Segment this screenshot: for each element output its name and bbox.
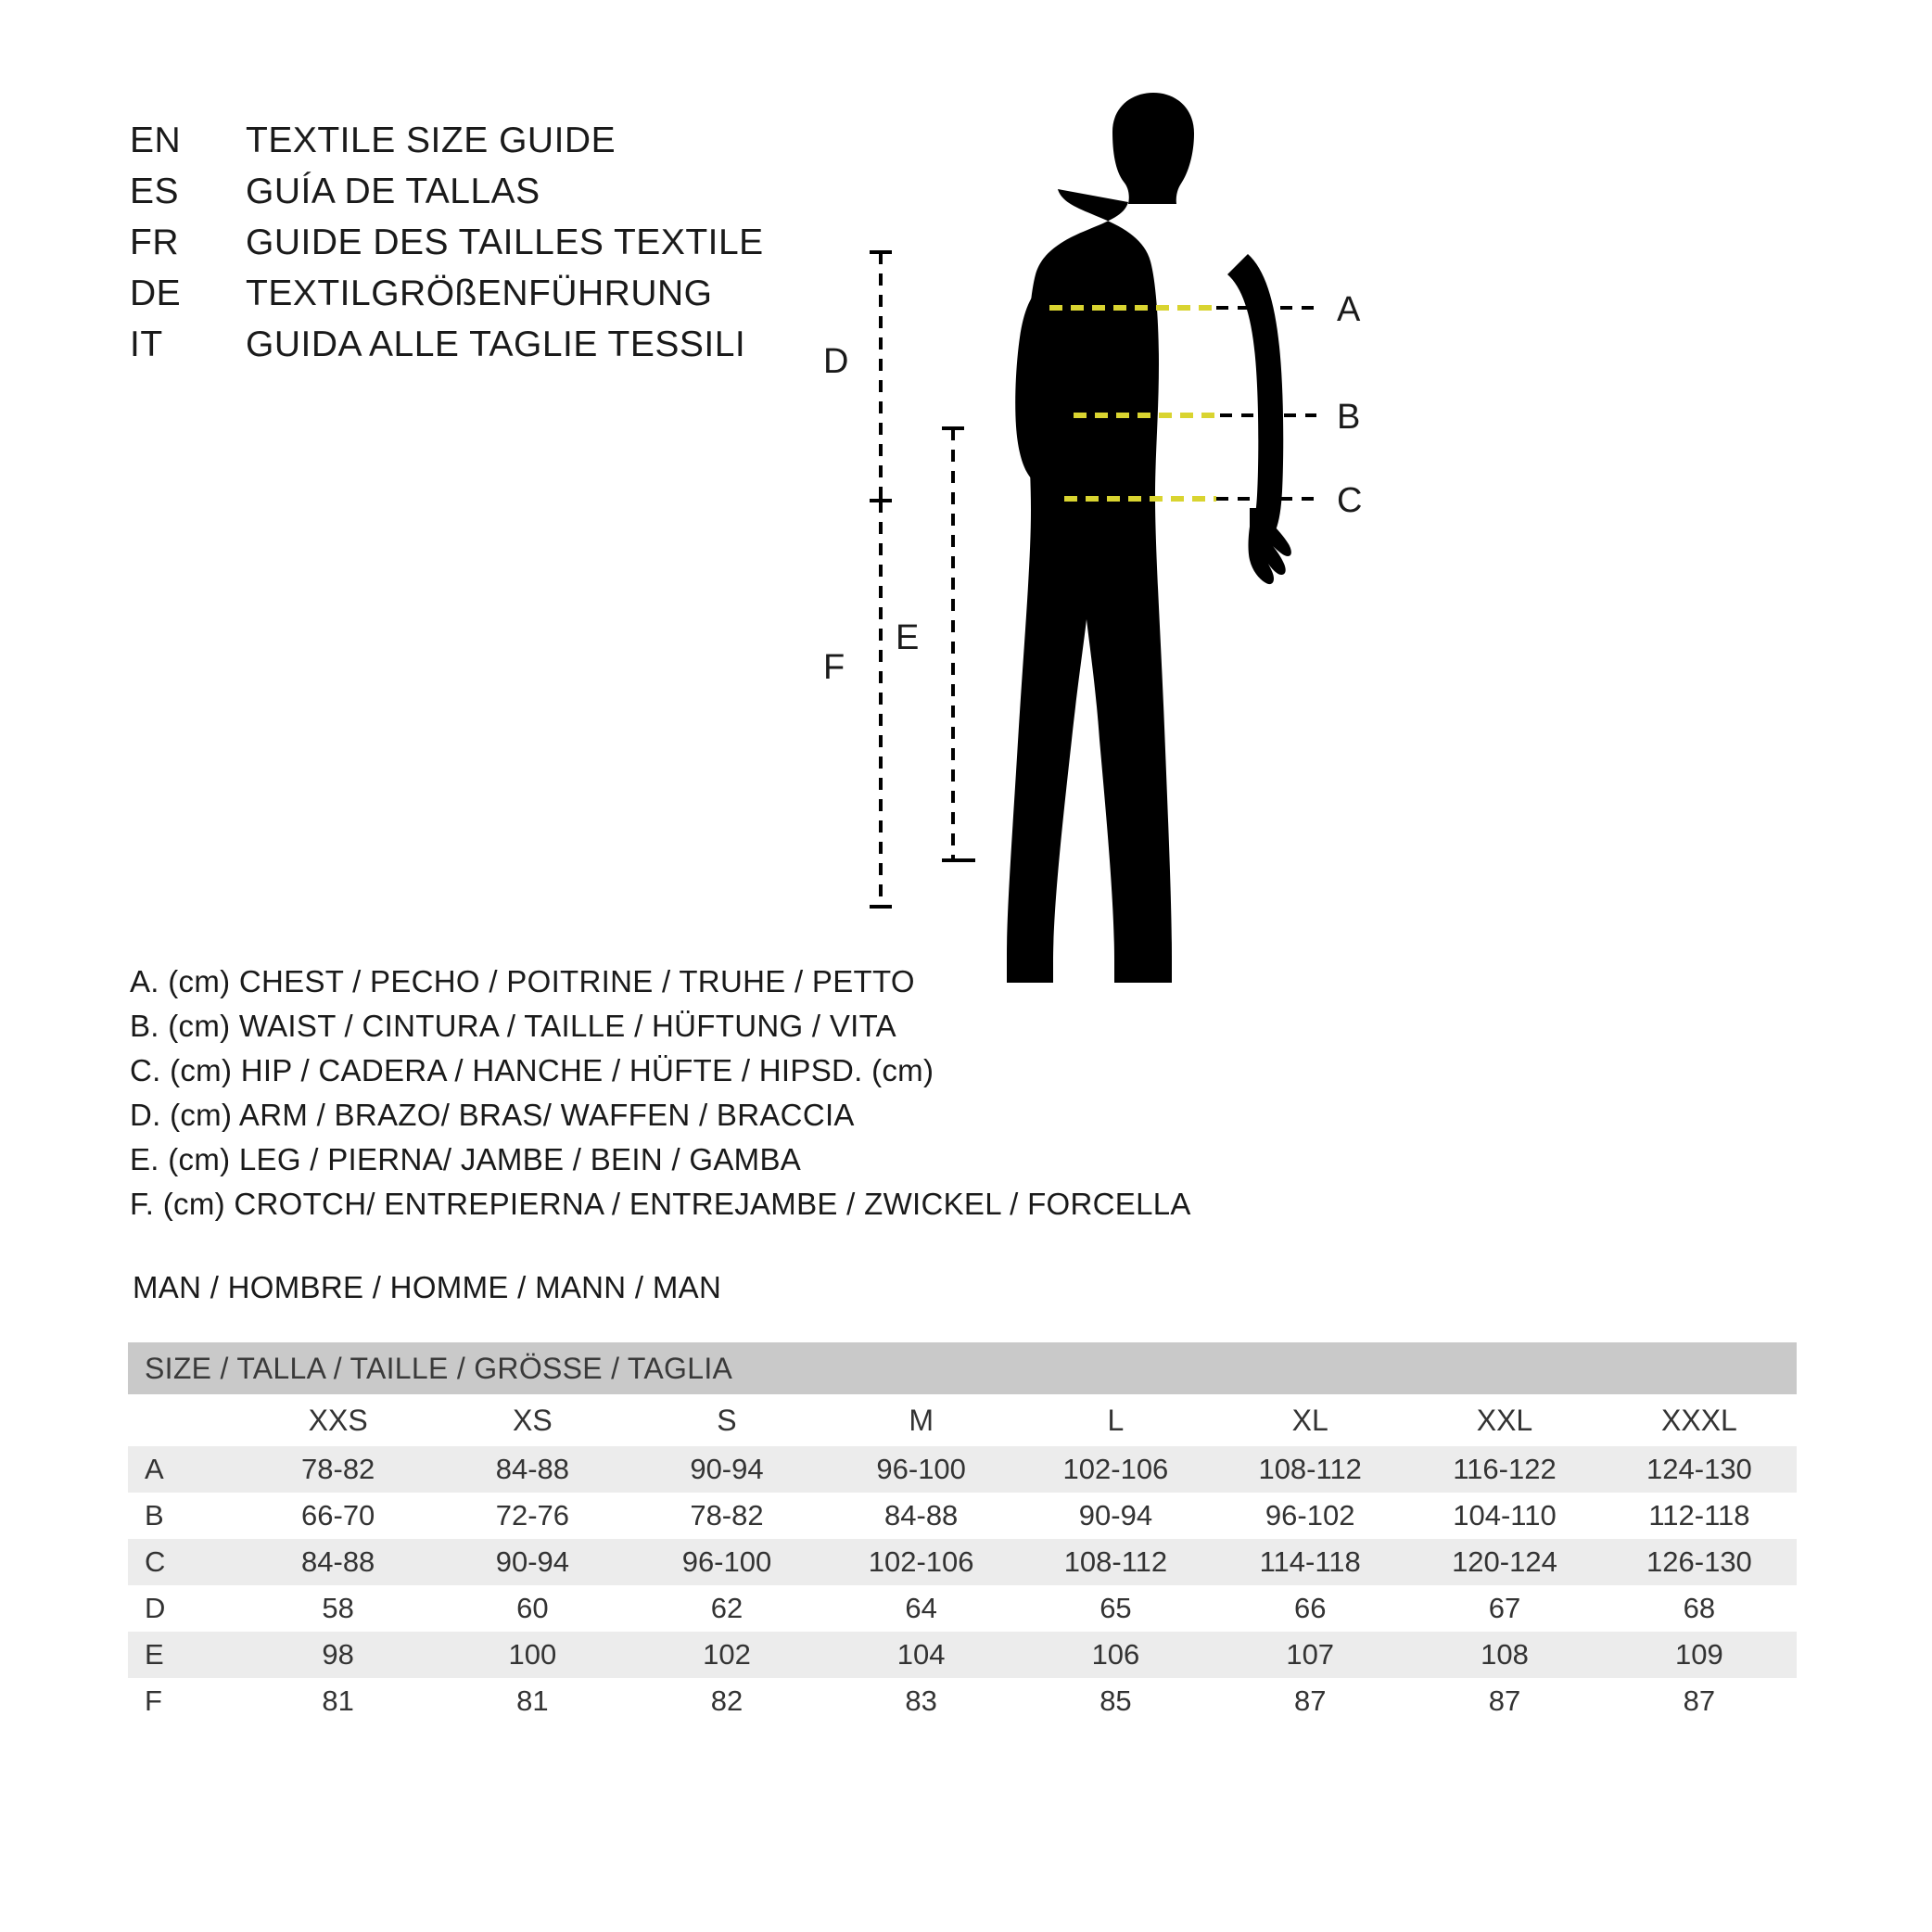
column-header-l: L (1019, 1394, 1214, 1446)
cell-f-xl: 87 (1213, 1678, 1407, 1724)
legend-item-c: C. (cm) HIP / CADERA / HANCHE / HÜFTE / HIPSD. (cm) (130, 1053, 934, 1087)
title-row (130, 121, 764, 172)
cell-a-xxl: 116-122 (1407, 1446, 1602, 1493)
cell-f-m: 83 (824, 1678, 1019, 1724)
cell-a-xxxl: 124-130 (1602, 1446, 1797, 1493)
table-header-row (128, 1342, 1797, 1394)
legend-item-e: E. (cm) LEG / PIERNA/ JAMBE / BEIN / GAMBA (130, 1142, 802, 1176)
cell-b-l: 90-94 (1019, 1493, 1214, 1539)
dimension-brackets (870, 252, 975, 907)
cell-d-s: 62 (629, 1585, 824, 1632)
cell-e-xxl: 108 (1407, 1632, 1602, 1678)
cell-b-xxs: 66-70 (241, 1493, 436, 1539)
title-text-es: GUÍA DE TALLAS (246, 172, 540, 211)
cell-f-xxs: 81 (241, 1678, 436, 1724)
cell-d-l: 65 (1019, 1585, 1214, 1632)
cell-c-s: 96-100 (629, 1539, 824, 1585)
title-row (130, 324, 764, 375)
cell-b-xs: 72-76 (436, 1493, 630, 1539)
cell-c-xxxl: 126-130 (1602, 1539, 1797, 1585)
title-text-fr: GUIDE DES TAILLES TEXTILE (246, 222, 764, 262)
table-header-label: SIZE / TALLA / TAILLE / GRÖSSE / TAGLIA (128, 1342, 1797, 1394)
title-text-de: TEXTILGRÖßENFÜHRUNG (246, 273, 713, 313)
cell-b-s: 78-82 (629, 1493, 824, 1539)
row-label-d: D (128, 1585, 241, 1632)
table-row (128, 1539, 1797, 1585)
cell-d-xxxl: 68 (1602, 1585, 1797, 1632)
cell-c-xl: 114-118 (1213, 1539, 1407, 1585)
legend-item-f: F. (cm) CROTCH/ ENTREPIERNA / ENTREJAMBE / ZWICKEL / FORCELLA (130, 1187, 1191, 1221)
column-header-m: M (824, 1394, 1019, 1446)
table-row (128, 1632, 1797, 1678)
legend-item-d: D. (cm) ARM / BRAZO/ BRAS/ WAFFEN / BRACCIA (130, 1098, 855, 1132)
table-row (128, 1446, 1797, 1493)
cell-a-xs: 84-88 (436, 1446, 630, 1493)
dimension-label-e: E (896, 618, 920, 657)
table-row (128, 1678, 1797, 1724)
cell-e-xxxl: 109 (1602, 1632, 1797, 1678)
callout-c: C (1337, 481, 1363, 520)
dimension-label-d: D (823, 342, 849, 381)
cell-d-xl: 66 (1213, 1585, 1407, 1632)
cell-a-l: 102-106 (1019, 1446, 1214, 1493)
cell-d-xs: 60 (436, 1585, 630, 1632)
row-label-f: F (128, 1678, 241, 1724)
legend-item-a: A. (cm) CHEST / PECHO / POITRINE / TRUHE / PETTO (130, 964, 915, 998)
title-lang-es: ES (130, 172, 180, 211)
cell-e-m: 104 (824, 1632, 1019, 1678)
title-lang-it: IT (130, 324, 163, 364)
body-measurement-diagram (823, 93, 1836, 1205)
row-label-e: E (128, 1632, 241, 1678)
title-row (130, 222, 764, 273)
dimension-label-f: F (823, 648, 845, 687)
title-text-en: TEXTILE SIZE GUIDE (246, 121, 616, 160)
cell-a-m: 96-100 (824, 1446, 1019, 1493)
cell-e-xl: 107 (1213, 1632, 1407, 1678)
cell-b-m: 84-88 (824, 1493, 1019, 1539)
cell-e-xxs: 98 (241, 1632, 436, 1678)
title-block (130, 121, 764, 375)
cell-a-xl: 108-112 (1213, 1446, 1407, 1493)
cell-d-m: 64 (824, 1585, 1019, 1632)
cell-e-s: 102 (629, 1632, 824, 1678)
table-columns-row (128, 1394, 1797, 1446)
size-table (128, 1342, 1797, 1724)
row-label-b: B (128, 1493, 241, 1539)
cell-b-xxl: 104-110 (1407, 1493, 1602, 1539)
cell-d-xxl: 67 (1407, 1585, 1602, 1632)
man-silhouette (1007, 93, 1291, 983)
title-lang-en: EN (130, 121, 182, 160)
cell-c-xs: 90-94 (436, 1539, 630, 1585)
cell-c-xxs: 84-88 (241, 1539, 436, 1585)
cell-f-xxxl: 87 (1602, 1678, 1797, 1724)
cell-d-xxs: 58 (241, 1585, 436, 1632)
cell-b-xxxl: 112-118 (1602, 1493, 1797, 1539)
gender-label: MAN / HOMBRE / HOMME / MANN / MAN (133, 1270, 722, 1304)
cell-e-xs: 100 (436, 1632, 630, 1678)
table-corner-cell (128, 1394, 241, 1446)
cell-c-xxl: 120-124 (1407, 1539, 1602, 1585)
cell-f-l: 85 (1019, 1678, 1214, 1724)
title-lang-fr: FR (130, 222, 179, 262)
legend-item-b: B. (cm) WAIST / CINTURA / TAILLE / HÜFTUNG / VITA (130, 1009, 896, 1043)
cell-f-xxl: 87 (1407, 1678, 1602, 1724)
column-header-xl: XL (1213, 1394, 1407, 1446)
title-lang-de: DE (130, 273, 182, 313)
cell-e-l: 106 (1019, 1632, 1214, 1678)
row-label-c: C (128, 1539, 241, 1585)
row-label-a: A (128, 1446, 241, 1493)
table-row (128, 1493, 1797, 1539)
column-header-xxs: XXS (241, 1394, 436, 1446)
cell-f-xs: 81 (436, 1678, 630, 1724)
title-row (130, 273, 764, 324)
column-header-xxxl: XXXL (1602, 1394, 1797, 1446)
column-header-s: S (629, 1394, 824, 1446)
cell-c-l: 108-112 (1019, 1539, 1214, 1585)
callout-b: B (1337, 398, 1361, 437)
title-row (130, 172, 764, 222)
column-header-xxl: XXL (1407, 1394, 1602, 1446)
cell-b-xl: 96-102 (1213, 1493, 1407, 1539)
cell-f-s: 82 (629, 1678, 824, 1724)
title-text-it: GUIDA ALLE TAGLIE TESSILI (246, 324, 746, 364)
callout-a: A (1337, 290, 1361, 329)
cell-a-s: 90-94 (629, 1446, 824, 1493)
table-row (128, 1585, 1797, 1632)
cell-a-xxs: 78-82 (241, 1446, 436, 1493)
column-header-xs: XS (436, 1394, 630, 1446)
cell-c-m: 102-106 (824, 1539, 1019, 1585)
